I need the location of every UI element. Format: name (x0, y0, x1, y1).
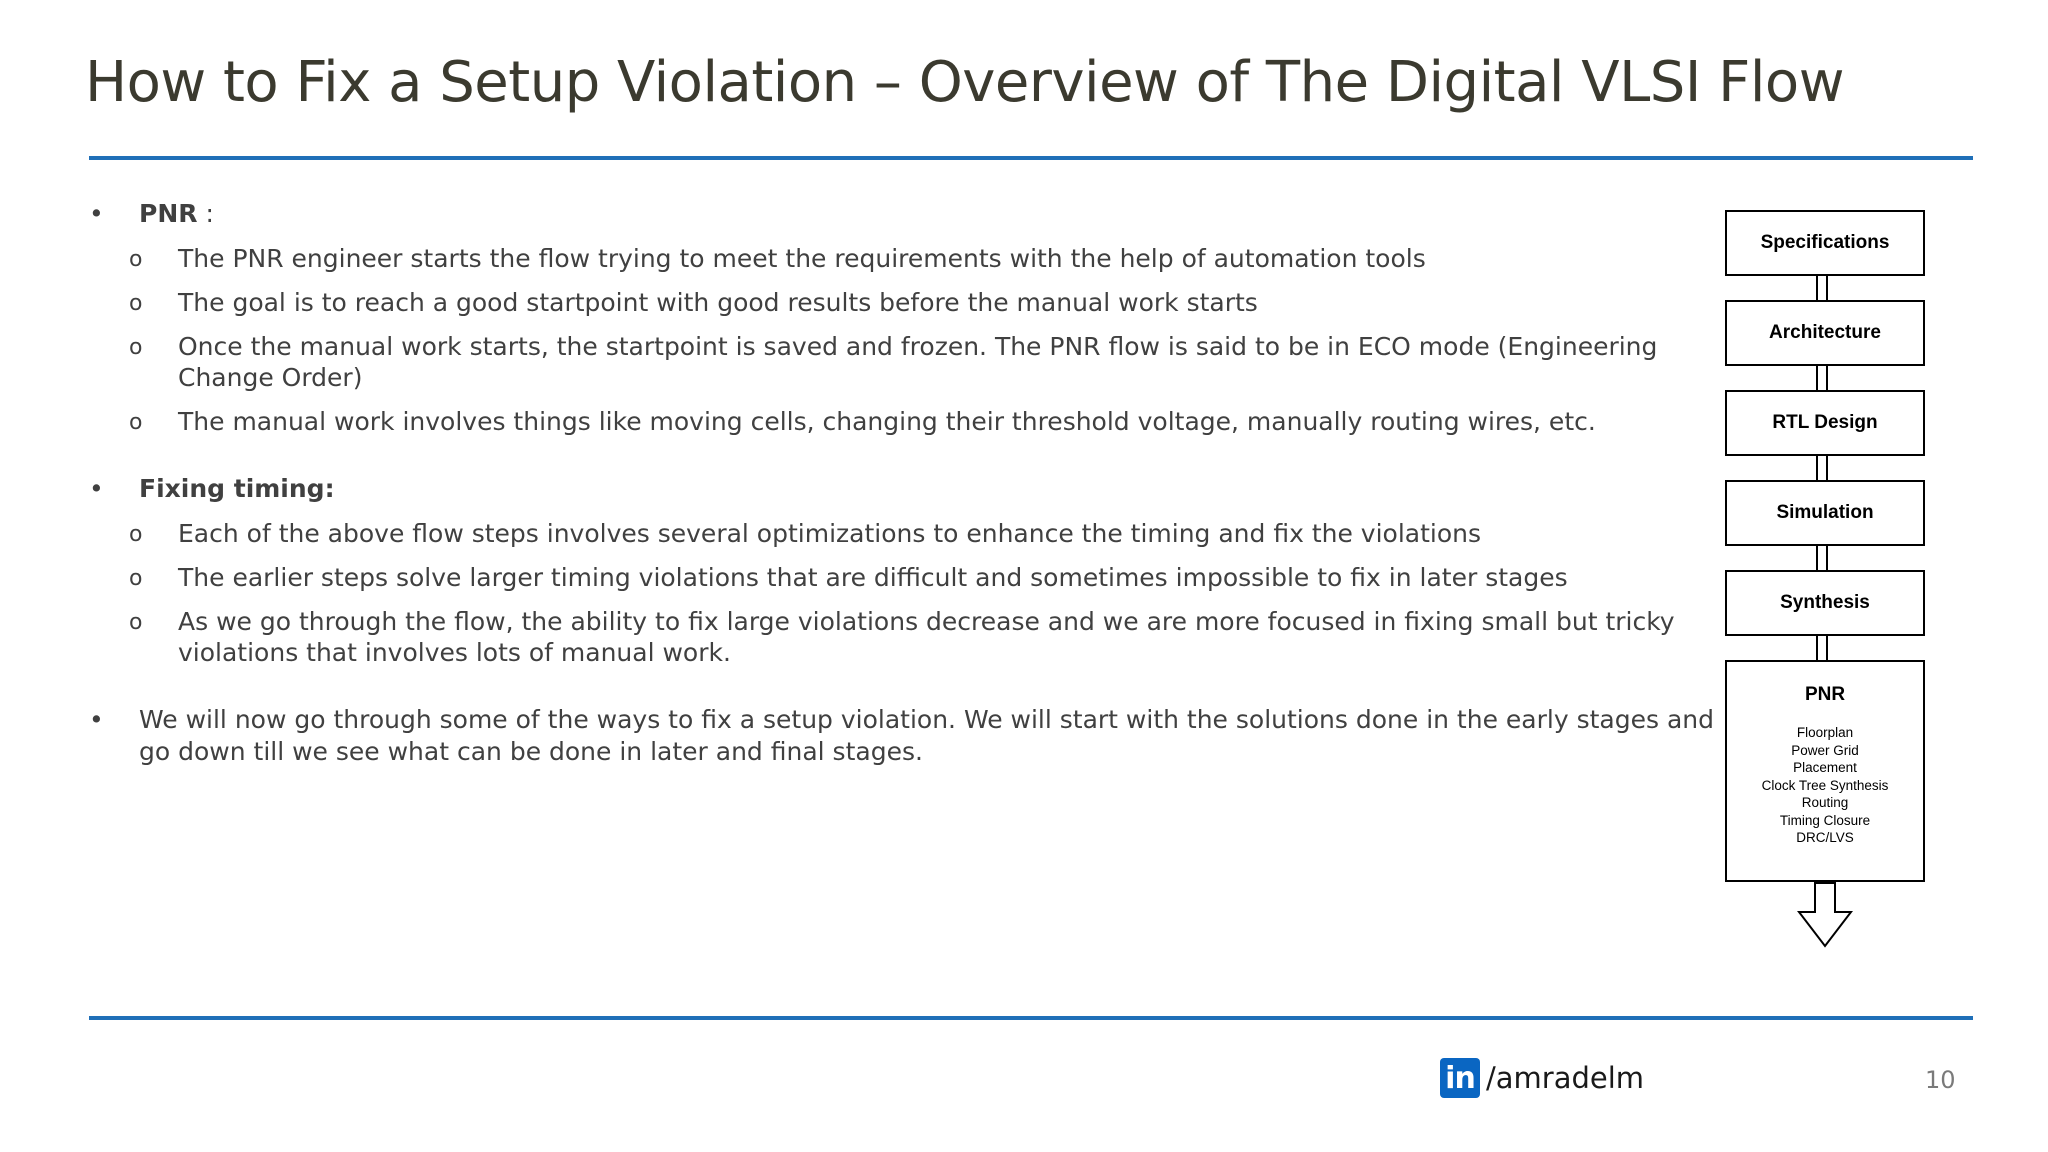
sub-bullet-dot: o (129, 247, 143, 272)
sub-bullet-dot: o (129, 335, 143, 360)
bottom-divider (89, 1016, 1973, 1020)
pnr-substep: DRC/LVS (1796, 830, 1854, 845)
sub-bullet (85, 287, 1715, 318)
sub-bullet (85, 518, 1715, 549)
sub-bullet-dot: o (129, 566, 143, 591)
flow-down-arrow-icon (1797, 882, 1853, 948)
sub-bullet-text: Once the manual work starts, the startpoint is saved and frozen. The PNR flow is said to be in ECO mode (Engineering Change Order) (178, 332, 1658, 392)
pnr-substep-list (1727, 724, 1923, 847)
sub-bullet-dot: o (129, 410, 143, 435)
section-heading: Fixing timing: (139, 474, 335, 503)
linkedin-handle-text: /amradelm (1486, 1061, 1645, 1095)
top-divider (89, 156, 1973, 160)
section-heading: PNR (139, 199, 198, 228)
flow-connector (1816, 456, 1828, 481)
flow-step-specifications: Specifications (1725, 210, 1925, 276)
slide-body (85, 198, 1715, 768)
linkedin-handle[interactable] (1440, 1058, 1644, 1098)
sub-bullet (85, 606, 1715, 668)
bullet-dot: • (89, 474, 104, 503)
pnr-substep: Floorplan (1796, 725, 1854, 740)
sub-bullet-text: The manual work involves things like moving cells, changing their threshold voltage, manually routing wires, etc. (178, 407, 1596, 436)
section-heading-suffix: : (197, 199, 214, 228)
sub-bullet-text: The earlier steps solve larger timing violations that are difficult and sometimes impossible to fix in later stages (178, 563, 1568, 592)
bullet-text: We will now go through some of the ways to fix a setup violation. We will start with the solutions done in the early stages and go down till we see what can be done in later and final stages. (139, 705, 1714, 766)
bullet-closing-note (85, 704, 1715, 768)
sub-bullet-text: The PNR engineer starts the flow trying to meet the requirements with the help of automation tools (178, 244, 1426, 273)
bullet-fixing-timing (85, 473, 1715, 505)
sub-bullet (85, 243, 1715, 274)
sub-bullet (85, 562, 1715, 593)
sub-bullet-text: Each of the above flow steps involves several optimizations to enhance the timing and fix the violations (178, 519, 1482, 548)
pnr-substep: Routing (1801, 795, 1849, 810)
page-number: 10 (1925, 1066, 1956, 1094)
flow-connector (1816, 636, 1828, 661)
sub-bullet-dot: o (129, 610, 143, 635)
sub-bullet-dot: o (129, 291, 143, 316)
pnr-substep: Placement (1793, 760, 1857, 775)
linkedin-icon: in (1440, 1058, 1480, 1098)
slide-title: How to Fix a Setup Violation – Overview of The Digital VLSI Flow (85, 50, 1844, 115)
sub-bullet-dot: o (129, 522, 143, 547)
bullet-dot: • (89, 705, 104, 734)
flow-step-simulation: Simulation (1725, 480, 1925, 546)
flow-step-architecture: Architecture (1725, 300, 1925, 366)
sub-bullet-text: As we go through the flow, the ability to fix large violations decrease and we are more focused in fixing small but tricky violations that involves lots of manual work. (178, 607, 1675, 667)
sub-bullet (85, 331, 1715, 393)
flow-connector (1816, 366, 1828, 391)
flow-connector (1816, 276, 1828, 301)
flow-step-pnr (1725, 660, 1925, 882)
vlsi-flow-diagram (1725, 210, 1925, 950)
flow-step-synthesis: Synthesis (1725, 570, 1925, 636)
bullet-pnr (85, 198, 1715, 230)
flow-step-rtl-design: RTL Design (1725, 390, 1925, 456)
sub-bullet-text: The goal is to reach a good startpoint with good results before the manual work starts (178, 288, 1258, 317)
sub-bullet (85, 406, 1715, 437)
flow-connector (1816, 546, 1828, 571)
pnr-title: PNR (1804, 684, 1846, 705)
bullet-dot: • (89, 199, 104, 228)
pnr-substep: Clock Tree Synthesis (1761, 777, 1889, 793)
pnr-substep: Timing Closure (1779, 812, 1871, 828)
pnr-substep: Power Grid (1791, 742, 1859, 758)
